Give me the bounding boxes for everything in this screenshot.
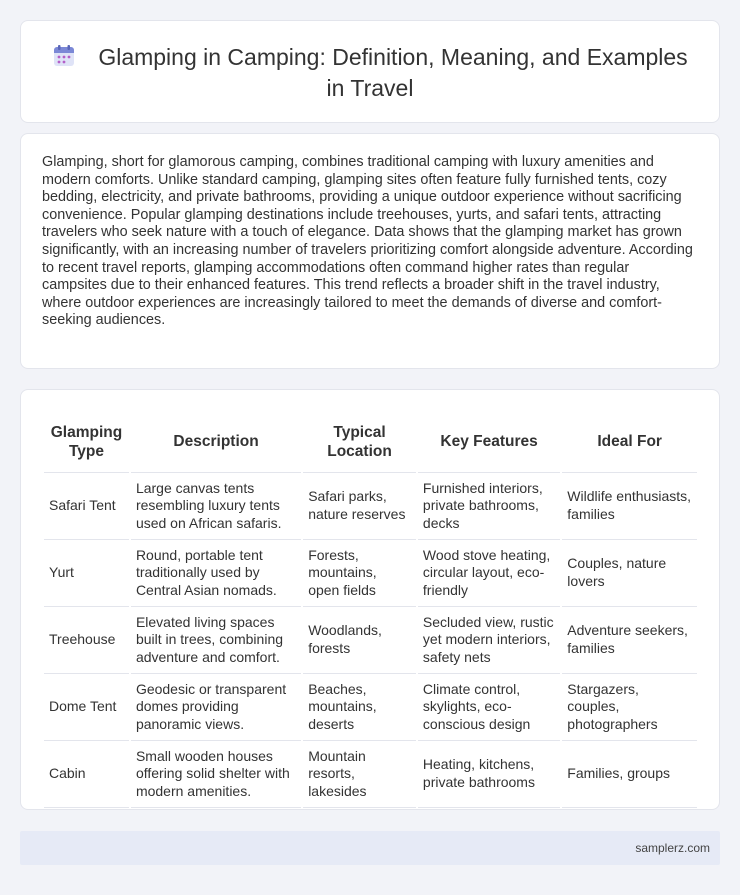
table-row [44, 607, 697, 674]
page-title [41, 43, 699, 102]
glamping-table [42, 411, 699, 808]
table-card [20, 389, 720, 810]
table-cell: Families, groups [562, 741, 697, 808]
table-cell: Dome Tent [44, 674, 129, 741]
table-cell: Treehouse [44, 607, 129, 674]
column-header: Ideal For [562, 411, 697, 473]
table-cell: Safari parks, nature reserves [303, 473, 416, 540]
header-card [20, 20, 720, 123]
header [21, 43, 719, 102]
footer-bar [20, 831, 720, 865]
column-header: Glamping Type [44, 411, 129, 473]
footer-site-link[interactable]: samplerz.com [635, 841, 710, 855]
table-cell: Mountain resorts, lakesides [303, 741, 416, 808]
table-cell: Elevated living spaces built in trees, combining adventure and comfort. [131, 607, 301, 674]
table-cell: Stargazers, couples, photographers [562, 674, 697, 741]
table-cell: Woodlands, forests [303, 607, 416, 674]
table-cell: Secluded view, rustic yet modern interiors, safety nets [418, 607, 560, 674]
table-row [44, 741, 697, 808]
table-cell: Small wooden houses offering solid shelter with modern amenities. [131, 741, 301, 808]
page-title-text: Glamping in Camping: Definition, Meaning, and Examples in Travel [98, 44, 688, 101]
table-cell: Geodesic or transparent domes providing panoramic views. [131, 674, 301, 741]
intro-card [20, 133, 720, 369]
column-header: Key Features [418, 411, 560, 473]
table-row [44, 473, 697, 540]
table-row [44, 540, 697, 607]
table-cell: Furnished interiors, private bathrooms, decks [418, 473, 560, 540]
table-cell: Forests, mountains, open fields [303, 540, 416, 607]
column-header: Description [131, 411, 301, 473]
table-cell: Wood stove heating, circular layout, eco-friendly [418, 540, 560, 607]
table-cell: Beaches, mountains, deserts [303, 674, 416, 741]
column-header: Typical Location [303, 411, 416, 473]
table-cell: Large canvas tents resembling luxury tents used on African safaris. [131, 473, 301, 540]
table-cell: Safari Tent [44, 473, 129, 540]
table-cell: Heating, kitchens, private bathrooms [418, 741, 560, 808]
intro-paragraph: Glamping, short for glamorous camping, combines traditional camping with luxury amenities and modern comforts. Unlike standard camping, glamping sites often feature fully furnished tents, cozy bedding, electricity, and private bathrooms, providing a unique outdoor experience without sacrificing convenience. Popular glamping destinations include treehouses, yurts, and safari tents, attracting travelers who seek nature with a touch of elegance. Data shows that the glamping market has grown significantly, with an increasing number of travelers prioritizing comfort alongside adventure. According to recent travel reports, glamping accommodations often command higher rates than regular campsites due to their enhanced features. This trend reflects a broader shift in the travel industry, where outdoor experiences are increasingly tailored to meet the demands of diverse and comfort-seeking audiences. [42, 154, 693, 329]
table-cell: Adventure seekers, families [562, 607, 697, 674]
table-cell: Climate control, skylights, eco-conscious design [418, 674, 560, 741]
table-cell: Wildlife enthusiasts, families [562, 473, 697, 540]
table-cell: Round, portable tent traditionally used by Central Asian nomads. [131, 540, 301, 607]
table-cell: Couples, nature lovers [562, 540, 697, 607]
table-cell: Yurt [44, 540, 129, 607]
table-cell: Cabin [44, 741, 129, 808]
calendar-icon [52, 44, 76, 74]
table-row [44, 674, 697, 741]
table-header-row [44, 411, 697, 473]
